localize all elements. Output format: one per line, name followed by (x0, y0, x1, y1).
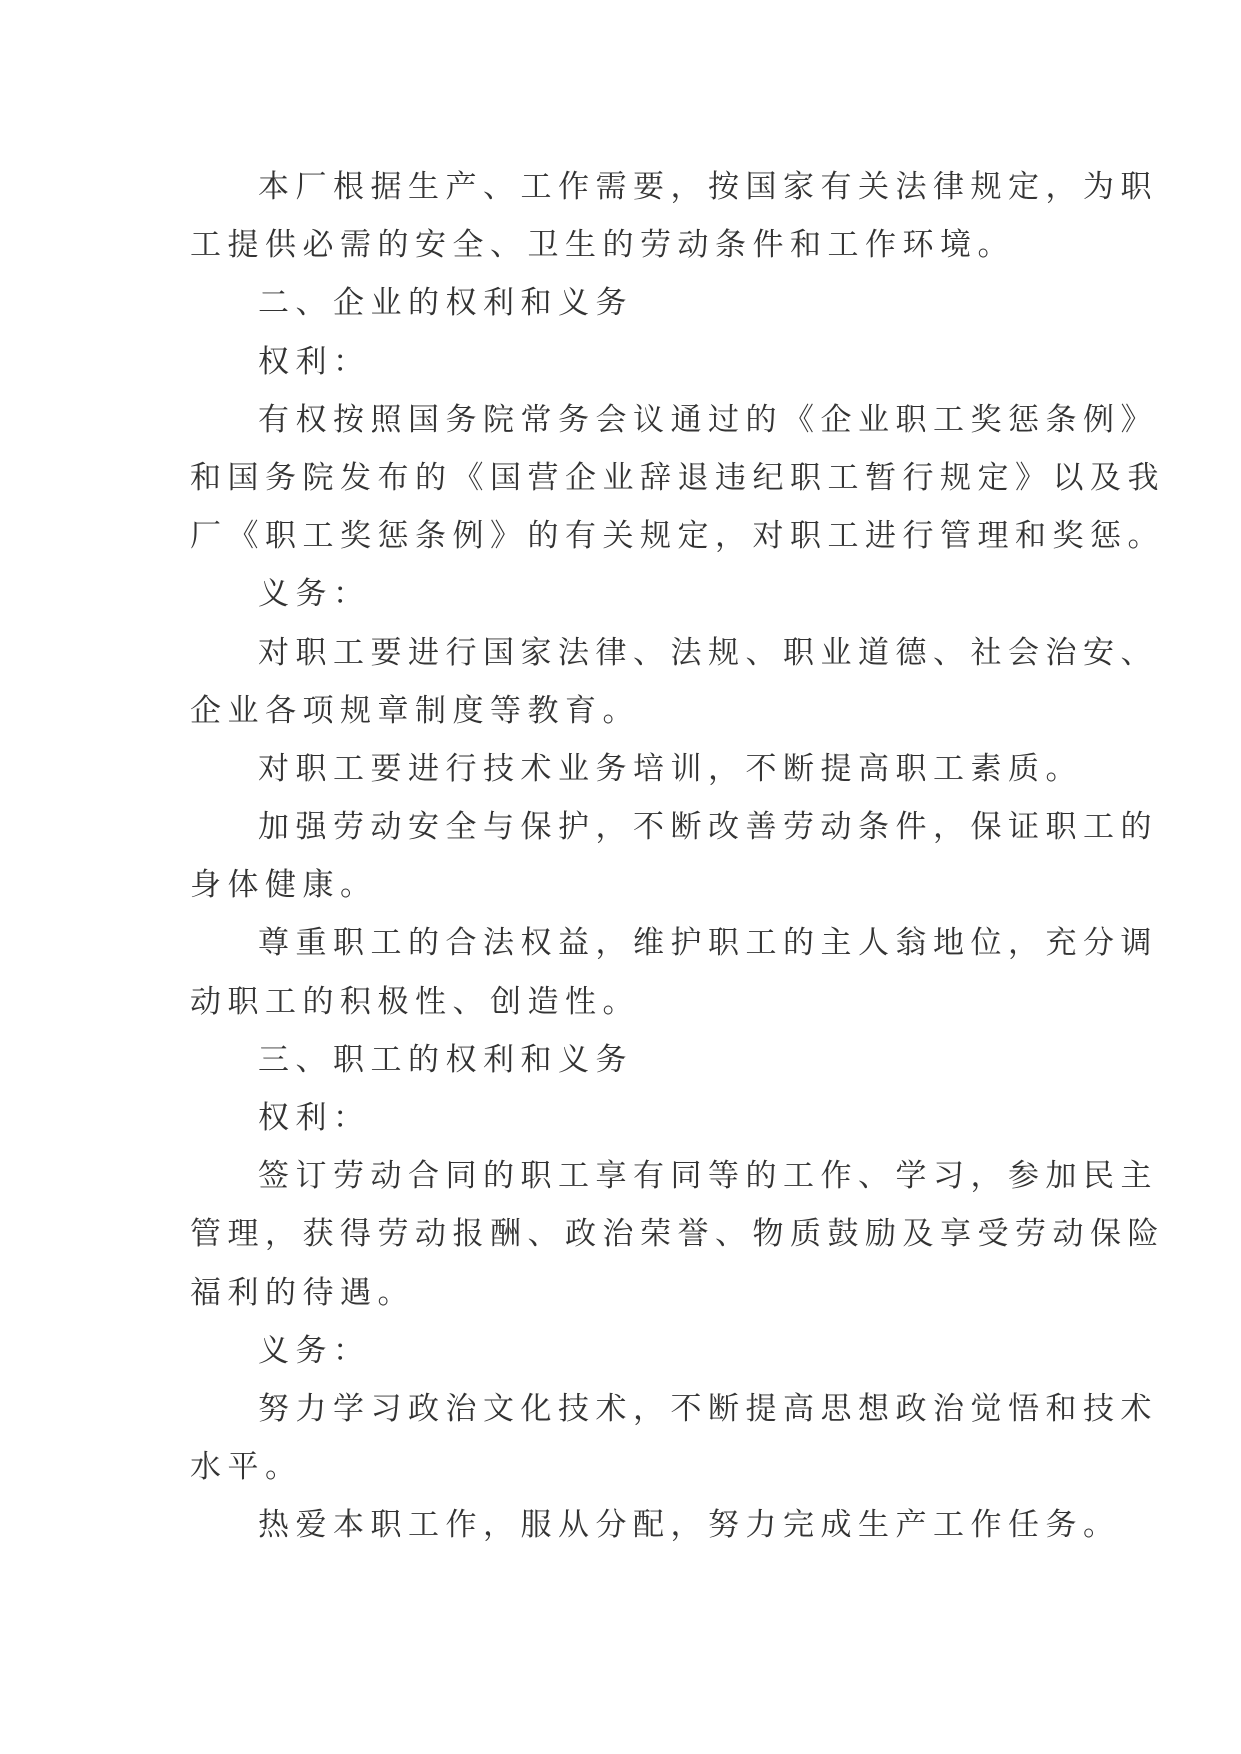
text-line: 对职工要进行技术业务培训，不断提高职工素质。 (258, 750, 1083, 787)
text-line: 厂《职工奖惩条例》的有关规定，对职工进行管理和奖惩。 (190, 518, 1165, 555)
text-line: 管理，获得劳动报酬、政治荣誉、物质鼓励及享受劳动保险 (190, 1216, 1165, 1253)
text-line: 有权按照国务院常务会议通过的《企业职工奖惩条例》 (258, 401, 1158, 438)
subheading-rights: 权利： (258, 1100, 371, 1136)
text-line: 本厂根据生产、工作需要，按国家有关法律规定，为职 (258, 169, 1158, 205)
text-line: 福利的待遇。 (190, 1274, 415, 1311)
text-line: 和国务院发布的《国营企业辞退违纪职工暂行规定》以及我 (190, 459, 1165, 496)
document-body (190, 158, 1165, 1555)
text-line: 动职工的积极性、创造性。 (190, 983, 640, 1020)
text-line: 对职工要进行国家法律、法规、职业道德、社会治安、 (258, 634, 1158, 671)
subheading-duties: 义务： (258, 576, 371, 613)
text-line: 企业各项规章制度等教育。 (190, 692, 640, 729)
section-heading: 三、职工的权利和义务 (258, 1041, 633, 1078)
text-line: 努力学习政治文化技术，不断提高思想政治觉悟和技术 (258, 1390, 1158, 1427)
text-line: 热爱本职工作，服从分配，努力完成生产工作任务。 (258, 1507, 1121, 1544)
section-heading: 二、企业的权利和义务 (258, 285, 633, 322)
subheading-rights: 权利： (258, 343, 371, 380)
subheading-duties: 义务： (258, 1332, 371, 1369)
text-line: 身体健康。 (190, 867, 378, 904)
text-line: 签订劳动合同的职工享有同等的工作、学习，参加民主 (258, 1158, 1158, 1195)
text-line: 加强劳动安全与保护，不断改善劳动条件，保证职工的 (258, 809, 1158, 846)
text-line: 尊重职工的合法权益，维护职工的主人翁地位，充分调 (258, 925, 1158, 962)
text-line: 水平。 (190, 1449, 303, 1486)
text-line: 工提供必需的安全、卫生的劳动条件和工作环境。 (190, 227, 1015, 264)
